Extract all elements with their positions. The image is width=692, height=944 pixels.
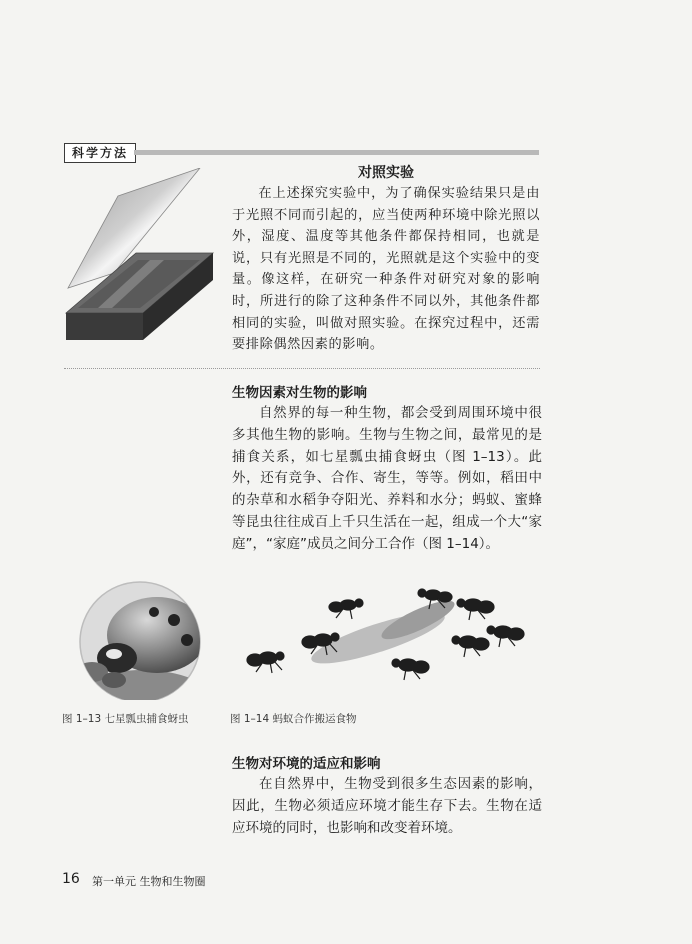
ladybug-photo	[62, 580, 212, 700]
section-heading-biotic-factors: 生物因素对生物的影响	[232, 385, 367, 401]
section-divider	[64, 368, 540, 369]
section-body-biotic-factors: 自然界的每一种生物，都会受到周围环境中很多其他生物的影响。生物与生物之间，最常见的是捕食关系，如七星瓢虫捕食蚜虫（图 1–13）。此外，还有竞争、合作、寄生，等等。例如，稻田中的杂草和水稻争夺阳光、养料和水分；蚂蚁、蜜蜂等昆虫往往成百上千只生活在一起，组成一个大“家庭”，“家庭”成员之间分工合作（图 1–14）。	[232, 405, 542, 552]
method-body-text: 在上述探究实验中，为了确保实验结果只是由于光照不同而引起的，应当使两种环境中除光照以外，湿度、温度等其他条件都保持相同，也就是说，只有光照是不同的，光照就是这个实验中的变量。像这样，在研究一种条件对研究对象的影响时，所进行的除了这种条件不同以外，其他条件都相同的实验，叫做对照实验。在探究过程中，还需要排除偶然因素的影响。	[232, 186, 540, 353]
science-method-tag: 科学方法	[64, 143, 136, 163]
method-title: 对照实验	[358, 165, 414, 181]
page-number: 16	[62, 871, 80, 887]
ants-carrying-food-photo	[228, 570, 538, 700]
science-method-rule	[134, 150, 539, 155]
experiment-plates-illustration	[58, 168, 218, 348]
section-body-adaptation: 在自然界中，生物受到很多生态因素的影响，因此，生物必须适应环境才能生存下去。生物在适应环境的同时，也影响和改变着环境。	[232, 776, 542, 836]
figure-1-14-caption: 图 1–14 蚂蚁合作搬运食物	[230, 713, 357, 725]
unit-title: 第一单元 生物和生物圈	[92, 875, 206, 888]
figure-1-13-caption: 图 1–13 七星瓢虫捕食蚜虫	[62, 713, 189, 725]
section-heading-adaptation: 生物对环境的适应和影响	[232, 756, 381, 772]
